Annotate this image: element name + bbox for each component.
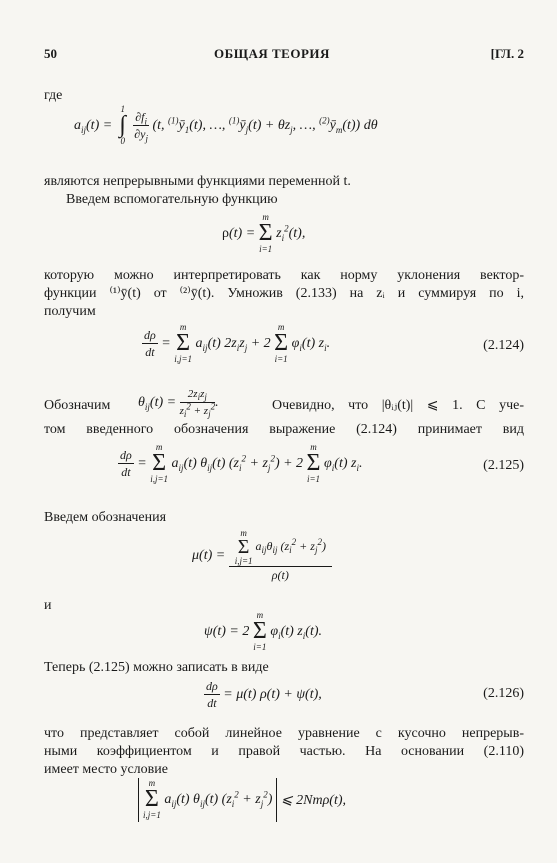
page xyxy=(44,0,524,863)
equation-theta: $\theta_{ij}(t)$ = $\frac{2z_iz_j}{z_i^2 + z_j^2}$ . xyxy=(138,388,219,420)
chapter-label: [ГЛ. 2 xyxy=(490,46,524,61)
text-obviously: Очевидно, что |θᵢⱼ(t)| ⩽ 1. С уче- xyxy=(272,398,524,413)
text-taking-into-account: том введенного обозначения выражение (2.124) принимает вид xyxy=(44,422,524,437)
denote-row xyxy=(44,386,524,420)
equation-2125: $\frac{d\rho}{dt}$ = m Σ i,j=1 $a_{ij}(t)$ $\theta_{ij}(t) (z_i^2 + z_j^2) + 2$ m Σ i=1 $\varphi_i(t)$ $z_i$. xyxy=(120,442,363,484)
text-now-write: Теперь (2.125) можно записать в виде xyxy=(44,660,269,675)
equation-inequality: m Σ i,j=1 $a_{ij}(t)$ $\theta_{ij}(t) (z_i^2 + z_j^2)$ ⩽ 2Nmρ(t), xyxy=(138,778,346,822)
equation-2124: $\frac{d\rho}{dt}$ = m Σ i,j=1 $a_{ij}(t) 2z_iz_j + 2$ m Σ i=1 $\varphi_i(t)$ $z_i$. xyxy=(144,322,331,364)
text-denote: Обозначим xyxy=(44,398,111,413)
text-interpret-line1: которую можно интерпретировать как норму уклонения вектор- xyxy=(44,268,524,283)
equation-psi: ψ(t) = 2 m Σ i=1 $\varphi_i(t)$ $z_i(t)$. xyxy=(204,610,322,652)
equation-row-2125 xyxy=(44,442,524,492)
equation-row-2124 xyxy=(44,322,524,372)
equation-row-2126 xyxy=(44,678,524,710)
text-and: и xyxy=(44,598,52,613)
text-are-continuous: являются непрерывными функциями переменной t. xyxy=(44,174,351,189)
equation-number-2126: (2.126) xyxy=(483,686,524,701)
text-where: где xyxy=(44,88,63,103)
page-number: 50 xyxy=(44,46,57,61)
text-condition: имеет место условие xyxy=(44,762,168,777)
equation-rho: ρ(t) = m Σ i=1 $z_i^2(t)$, xyxy=(222,212,306,254)
running-title: ОБЩАЯ ТЕОРИЯ xyxy=(214,46,330,61)
text-we-get: получим xyxy=(44,304,96,319)
equation-number-2125: (2.125) xyxy=(483,458,524,473)
running-header xyxy=(44,44,524,64)
text-introduce-aux: Введем вспомогательную функцию xyxy=(66,192,278,207)
text-which-represents-line1: что представляет собой линейное уравнение с кусочно непрерыв- xyxy=(44,726,524,741)
equation-aij-integral: $a_{ij}(t)$ = 1 ∫ 0 $\frac{\partial f_i}{\partial y_j}$ (t, $^{(1)}ȳ_1(t)$, …, $^{(1)}ȳ_j(t) + \theta z_j$, …, $^{(2)}ȳ_m(t)$) dθ xyxy=(74,104,378,146)
equation-2126: $\frac{d\rho}{dt}$ = μ(t) ρ(t) + ψ(t), xyxy=(206,679,322,710)
equation-mu: μ(t) = m Σ i,j=1 $a_{ij}\theta_{ij}$ $(z_i^2 + z_j^2)$ ρ(t) xyxy=(192,528,332,583)
text-interpret-line2: функции ⁽¹⁾ȳ(t) от ⁽²⁾ȳ(t). Умножив (2.133) на zᵢ и суммируя по i, xyxy=(44,286,524,301)
text-introduce-notations: Введем обозначения xyxy=(44,510,167,525)
equation-number-2124: (2.124) xyxy=(483,338,524,353)
text-which-represents-line2: ными коэффициентом и правой частью. На основании (2.110) xyxy=(44,744,524,759)
